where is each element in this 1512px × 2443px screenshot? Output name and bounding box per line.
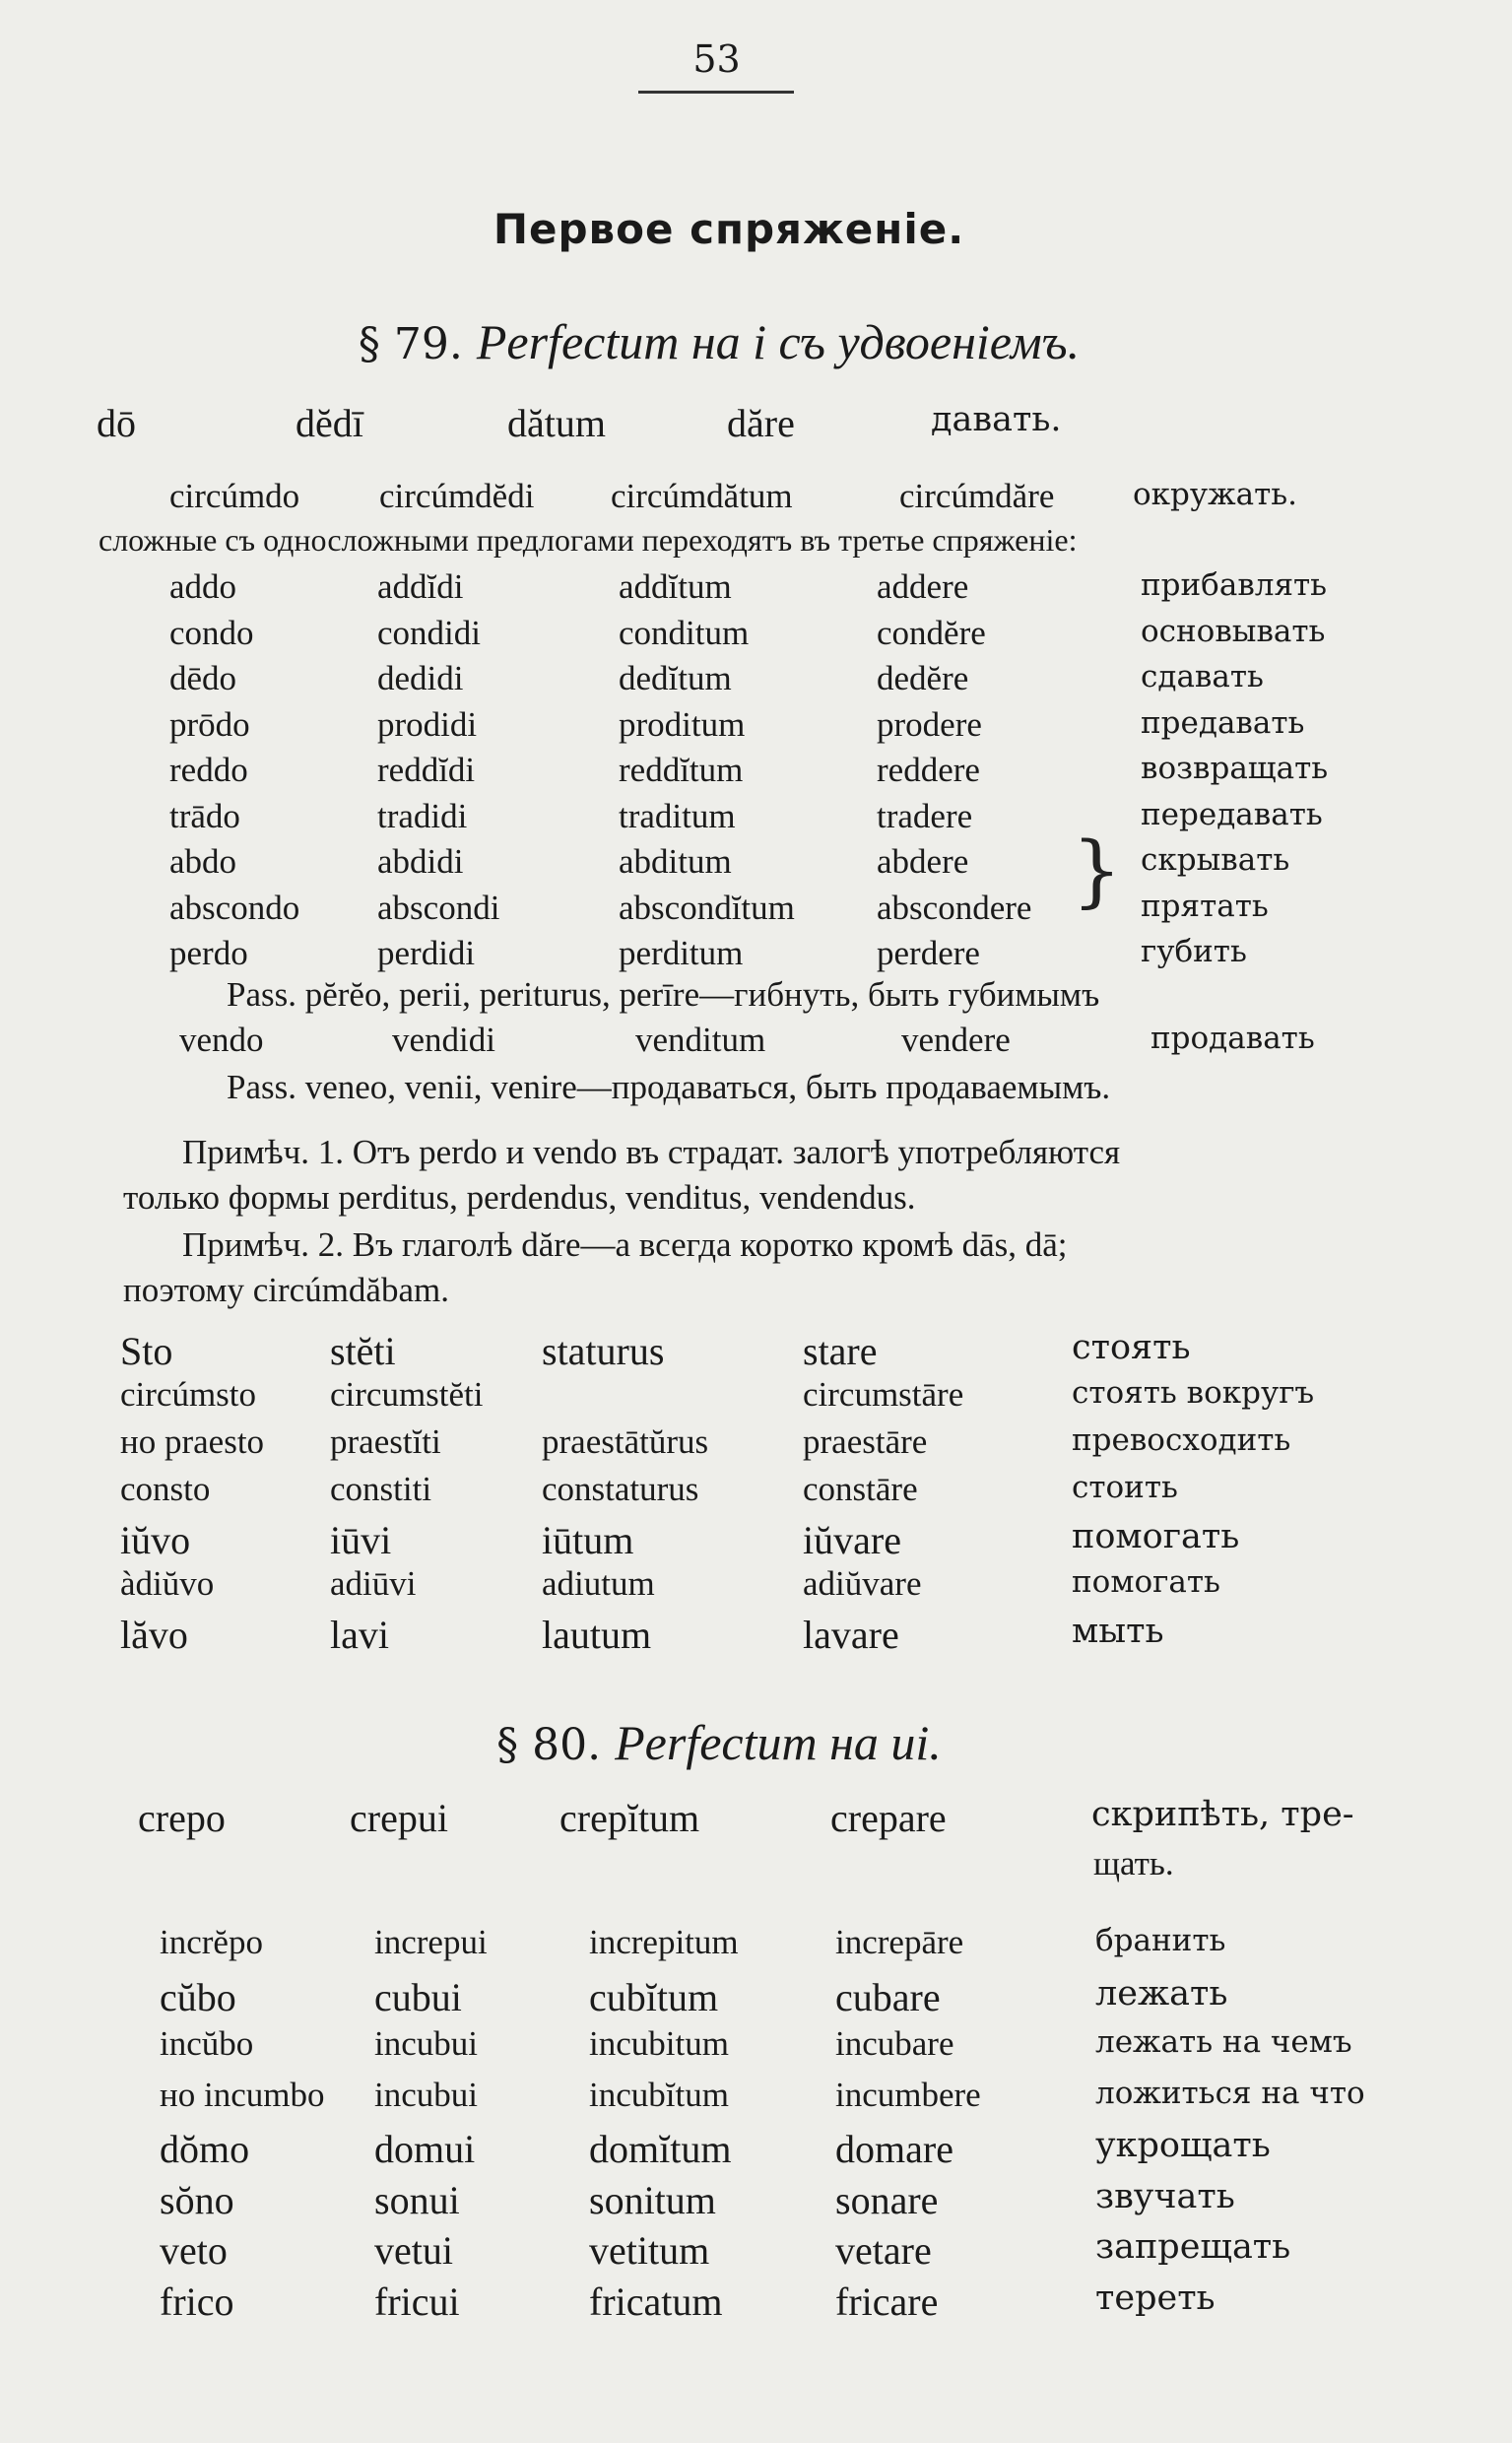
perfect: increpui xyxy=(374,1923,488,1961)
infinitive: constāre xyxy=(803,1470,918,1508)
present: dēdo xyxy=(169,659,237,697)
table-row xyxy=(0,400,1512,445)
present: consto xyxy=(120,1470,211,1508)
table-row xyxy=(0,2024,1512,2070)
present: trādo xyxy=(169,796,240,835)
table-row xyxy=(0,477,1512,522)
present: circúmsto xyxy=(120,1375,257,1414)
infinitive: condĕre xyxy=(877,613,986,652)
present: crepo xyxy=(138,1796,226,1840)
infinitive: praestāre xyxy=(803,1422,928,1461)
present: incrĕpo xyxy=(160,1923,263,1961)
supine: adiutum xyxy=(542,1564,655,1603)
table-row xyxy=(0,1974,1512,2019)
infinitive: crepare xyxy=(830,1796,947,1840)
present: prōdo xyxy=(169,704,250,744)
table-row xyxy=(0,889,1512,934)
infinitive: abdere xyxy=(877,842,969,881)
supine: abditum xyxy=(619,842,732,881)
perfect: crepui xyxy=(350,1796,448,1840)
supine: proditum xyxy=(619,704,746,744)
present: circúmdo xyxy=(169,477,300,515)
present: perdo xyxy=(169,934,248,972)
table-row xyxy=(0,842,1512,888)
translation: продавать xyxy=(1150,1021,1315,1056)
section-79-number: § 79. xyxy=(358,319,463,369)
table-row xyxy=(0,797,1512,842)
perfect: vendidi xyxy=(392,1021,495,1059)
infinitive: dăre xyxy=(727,401,795,445)
present: cŭbo xyxy=(160,1974,236,2019)
perfect: fricui xyxy=(374,2278,460,2324)
table-row xyxy=(0,934,1512,979)
table-row xyxy=(0,1612,1512,1657)
present: sŏno xyxy=(160,2177,234,2222)
perfect: lavi xyxy=(330,1613,389,1657)
infinitive: cubare xyxy=(835,1974,941,2019)
passive-pereo: Pass. pĕrĕo, perii, periturus, perīre—гибнуть, быть губимымъ xyxy=(227,975,1100,1014)
translation: укрощать xyxy=(1095,2126,1271,2165)
chapter-heading: Первое спряженіе. xyxy=(493,205,965,253)
table-row xyxy=(0,2076,1512,2121)
perfect: abdidi xyxy=(377,842,464,881)
section-80-heading xyxy=(0,1714,1438,1771)
infinitive: abscondere xyxy=(877,888,1032,927)
supine: incubĭtum xyxy=(589,2075,729,2114)
translation: губить xyxy=(1141,934,1247,969)
table-row xyxy=(0,1517,1512,1562)
supine: fricatum xyxy=(589,2278,723,2324)
note-1-line-1: Примѣч. 1. Отъ perdo и vendo въ страдат. залогѣ употребляются xyxy=(182,1133,1121,1171)
translation: передавать xyxy=(1141,796,1323,832)
table-row xyxy=(0,2126,1512,2171)
perfect: stĕti xyxy=(330,1329,396,1373)
supine: staturus xyxy=(542,1329,665,1373)
translation: помогать xyxy=(1072,1517,1240,1556)
table-row xyxy=(0,751,1512,796)
table-row xyxy=(0,1923,1512,1968)
translation: основывать xyxy=(1141,613,1326,649)
infinitive: addere xyxy=(877,567,969,606)
table-row xyxy=(0,1422,1512,1468)
section-80-title: Perfectum на ui. xyxy=(615,1715,942,1770)
brace: } xyxy=(1072,825,1122,916)
table-row xyxy=(0,614,1512,659)
translation: тереть xyxy=(1095,2278,1216,2318)
perfect: sonui xyxy=(374,2177,460,2222)
table-row xyxy=(0,2227,1512,2273)
infinitive: iŭvare xyxy=(803,1518,901,1562)
translation: прибавлять xyxy=(1141,567,1328,603)
translation: бранить xyxy=(1095,1923,1226,1958)
note-1-line-2: только формы perditus, perdendus, venditus, vendendus. xyxy=(123,1178,916,1217)
supine: conditum xyxy=(619,613,750,652)
translation: стоить xyxy=(1072,1470,1178,1505)
infinitive: fricare xyxy=(835,2278,939,2324)
supine: incubitum xyxy=(589,2024,729,2063)
supine: vetitum xyxy=(589,2228,710,2273)
supine: venditum xyxy=(635,1021,766,1059)
translation: превосходить xyxy=(1072,1422,1291,1458)
table-row xyxy=(0,659,1512,704)
present: dŏmo xyxy=(160,2127,250,2171)
present: Sto xyxy=(120,1329,173,1373)
supine: iūtum xyxy=(542,1518,634,1562)
perfect: incubui xyxy=(374,2024,478,2063)
perfect: condidi xyxy=(377,613,481,652)
infinitive: vendere xyxy=(901,1021,1011,1059)
perfect: cubui xyxy=(374,1974,462,2019)
present: incŭbo xyxy=(160,2024,254,2063)
present: abdo xyxy=(169,842,237,881)
supine: dedĭtum xyxy=(619,659,732,697)
perfect: prodidi xyxy=(377,704,478,744)
present: iŭvo xyxy=(120,1518,191,1562)
perfect: constiti xyxy=(330,1470,432,1508)
infinitive: circúmdăre xyxy=(899,477,1055,515)
table-row xyxy=(0,1470,1512,1515)
present: abscondo xyxy=(169,888,300,927)
translation: давать. xyxy=(931,400,1062,439)
translation: мыть xyxy=(1072,1612,1164,1651)
translation: стоять xyxy=(1072,1328,1191,1367)
present: lăvo xyxy=(120,1613,188,1657)
infinitive: incubare xyxy=(835,2024,954,2063)
perfect: incubui xyxy=(374,2075,478,2114)
translation: лежать на чемъ xyxy=(1095,2024,1352,2060)
perfect: perdidi xyxy=(377,934,476,972)
infinitive: lavare xyxy=(803,1613,899,1657)
translation: помогать xyxy=(1072,1564,1220,1600)
section-80-number: § 80. xyxy=(496,1720,602,1770)
compound-note: сложные съ односложными предлогами переходятъ въ третье спряженіе: xyxy=(99,522,1078,558)
infinitive: perdere xyxy=(877,934,980,972)
present: àdiŭvo xyxy=(120,1564,215,1603)
table-row xyxy=(0,2177,1512,2222)
translation: возвращать xyxy=(1141,751,1329,786)
table-row xyxy=(0,1564,1512,1610)
page-number-rule xyxy=(638,91,794,94)
table-row xyxy=(0,1795,1512,1840)
perfect: addĭdi xyxy=(377,567,464,606)
supine: increpitum xyxy=(589,1923,739,1961)
infinitive: domare xyxy=(835,2127,953,2171)
supine: constaturus xyxy=(542,1470,699,1508)
translation: скрывать xyxy=(1141,842,1290,878)
perfect: adiūvi xyxy=(330,1564,417,1603)
present: veto xyxy=(160,2228,228,2273)
perfect: dĕdī xyxy=(296,401,363,445)
infinitive: dedĕre xyxy=(877,659,969,697)
infinitive: adiŭvare xyxy=(803,1564,922,1603)
perfect: iūvi xyxy=(330,1518,392,1562)
present: но incumbo xyxy=(160,2075,325,2114)
translation: сдавать xyxy=(1141,659,1264,694)
translation: стоять вокругъ xyxy=(1072,1375,1315,1411)
supine: traditum xyxy=(619,796,736,835)
present: condo xyxy=(169,613,254,652)
translation: скрипѣть, тре- xyxy=(1091,1795,1354,1834)
infinitive: tradere xyxy=(877,796,973,835)
infinitive: incumbere xyxy=(835,2075,981,2114)
translation: прятать xyxy=(1141,888,1269,924)
supine: dătum xyxy=(507,401,606,445)
perfect: domui xyxy=(374,2127,476,2171)
perfect: praestĭti xyxy=(330,1422,441,1461)
infinitive: increpāre xyxy=(835,1923,964,1961)
supine: abscondĭtum xyxy=(619,888,795,927)
translation-continuation: щать. xyxy=(1093,1844,1174,1882)
table-row xyxy=(0,1375,1512,1420)
infinitive: sonare xyxy=(835,2177,939,2222)
infinitive: circumstāre xyxy=(803,1375,964,1414)
table-row xyxy=(0,1021,1512,1066)
table-row xyxy=(0,2278,1512,2324)
table-row xyxy=(0,567,1512,613)
supine: circúmdătum xyxy=(611,477,793,515)
table-row xyxy=(0,1328,1512,1373)
infinitive: vetare xyxy=(835,2228,932,2273)
perfect: abscondi xyxy=(377,888,500,927)
translation: запрещать xyxy=(1095,2227,1291,2267)
supine: addĭtum xyxy=(619,567,732,606)
supine: perditum xyxy=(619,934,744,972)
translation: предавать xyxy=(1141,704,1305,741)
supine: sonitum xyxy=(589,2177,716,2222)
supine: praestātŭrus xyxy=(542,1422,709,1461)
present: addo xyxy=(169,567,237,606)
translation: ложиться на что xyxy=(1095,2075,1365,2111)
present: dō xyxy=(97,401,136,445)
table-row xyxy=(0,705,1512,751)
infinitive: prodere xyxy=(877,704,982,744)
present: но praesto xyxy=(120,1422,265,1461)
section-79-heading xyxy=(0,313,1438,370)
translation: лежать xyxy=(1095,1973,1228,2014)
note-2-line-1: Примѣч. 2. Въ глаголѣ dăre—a всегда коротко кромѣ dās, dā; xyxy=(182,1225,1068,1264)
note-2-line-2: поэтому circúmdăbam. xyxy=(123,1271,449,1309)
present: vendo xyxy=(179,1021,264,1059)
infinitive: reddere xyxy=(877,751,980,789)
supine: lautum xyxy=(542,1613,652,1657)
perfect: dedidi xyxy=(377,659,464,697)
page-number: 53 xyxy=(692,37,741,81)
perfect: tradidi xyxy=(377,796,468,835)
section-79-title: Perfectum на i съ удвоеніемъ. xyxy=(476,314,1081,369)
translation: окружать. xyxy=(1133,477,1298,512)
present: reddo xyxy=(169,751,248,789)
supine: domĭtum xyxy=(589,2127,732,2171)
present: frico xyxy=(160,2278,234,2324)
supine: cubĭtum xyxy=(589,1974,719,2019)
perfect: vetui xyxy=(374,2228,453,2273)
passive-veneo: Pass. veneo, venii, venire—продаваться, быть продаваемымъ. xyxy=(227,1068,1111,1106)
perfect: reddĭdi xyxy=(377,751,476,789)
supine: reddĭtum xyxy=(619,751,744,789)
perfect: circumstĕti xyxy=(330,1375,484,1414)
supine: crepĭtum xyxy=(559,1796,700,1840)
perfect: circúmdĕdi xyxy=(379,477,535,515)
translation: звучать xyxy=(1095,2176,1235,2216)
infinitive: stare xyxy=(803,1329,878,1373)
